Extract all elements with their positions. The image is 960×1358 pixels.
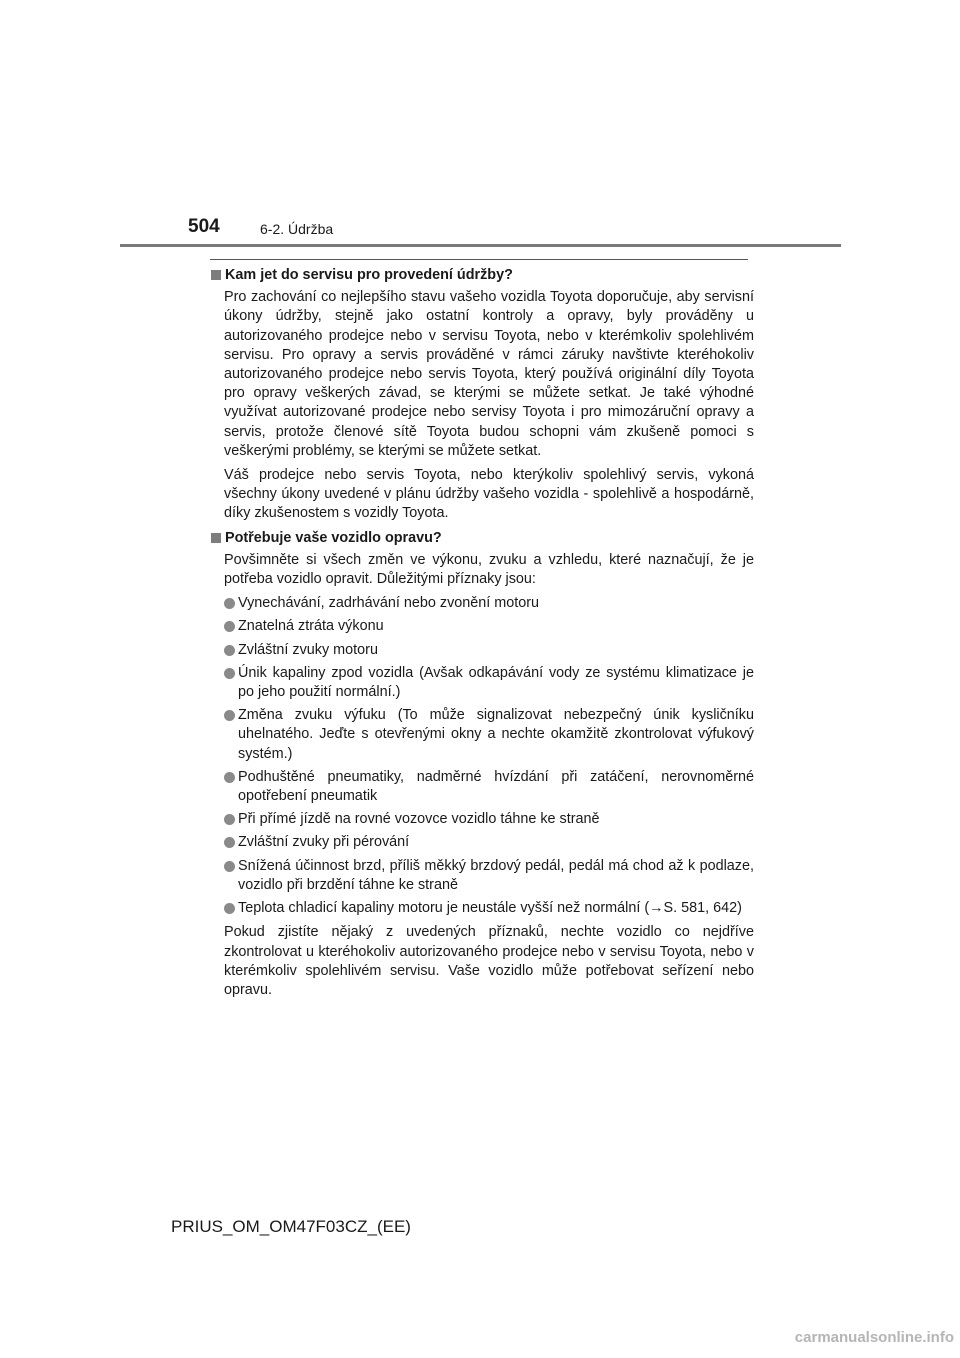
header-divider — [120, 244, 841, 247]
list-item — [210, 664, 754, 702]
list-item-text: Únik kapaliny zpod vozidla (Avšak odkapávání vody ze systému klimatizace je po jeho použití normální.) — [238, 664, 754, 701]
bullet-dot-icon — [224, 710, 235, 721]
list-item — [210, 594, 754, 613]
bullet-dot-icon — [224, 598, 235, 609]
list-item — [210, 617, 754, 636]
document-code: PRIUS_OM_OM47F03CZ_(EE) — [171, 1217, 411, 1236]
section-title: 6-2. Údržba — [260, 221, 334, 237]
bullet-dot-icon — [224, 772, 235, 783]
section-heading — [210, 529, 754, 548]
list-item-text: Změna zvuku výfuku (To může signalizovat nebezpečný únik kysličníku uhelnatého. Jeďte s otevřenými okny a nechte okamžitě zkontrolovat výfukový systém.) — [238, 707, 754, 762]
list-item-text: Zvláštní zvuky při pérování — [238, 834, 410, 851]
heading-text: Kam jet do servisu pro provedení údržby? — [225, 267, 513, 283]
list-item — [210, 857, 754, 895]
main-content — [210, 266, 754, 1002]
list-item-text: Teplota chladicí kapaliny motoru je neustále vyšší než normální (→S. 581, 642) — [238, 900, 742, 917]
list-item — [210, 899, 754, 918]
content-divider — [210, 259, 748, 260]
bullet-dot-icon — [224, 621, 235, 632]
bullet-dot-icon — [224, 837, 235, 848]
heading-text: Potřebuje vaše vozidlo opravu? — [225, 529, 442, 546]
watermark: carmanualsonline.info — [794, 1329, 954, 1346]
list-item — [210, 810, 754, 829]
square-bullet-icon — [211, 533, 221, 543]
list-item — [210, 641, 754, 660]
list-item-text: Podhuštěné pneumatiky, nadměrné hvízdání při zatáčení, nerovnoměrné opotřebení pneumatik — [238, 768, 754, 805]
closing-paragraph: Pokud zjistíte nějaký z uvedených příznaků, nechte vozidlo co nejdříve zkontrolovat u kteréhokoliv autorizovaného prodejce nebo v servisu Toyota, nebo v kterémkoliv spolehlivém servisu. Vaše vozidlo může potřebovat seřízení nebo opravu. — [224, 924, 754, 998]
section-service-location — [210, 266, 754, 524]
section-heading — [210, 266, 754, 285]
bullet-dot-icon — [224, 668, 235, 679]
list-item-text: Znatelná ztráta výkonu — [238, 618, 384, 635]
list-item-text: Vynechávání, zadrhávání nebo zvonění motoru — [238, 595, 540, 612]
list-item — [210, 833, 754, 852]
bullet-dot-icon — [224, 861, 235, 872]
bullet-dot-icon — [224, 645, 235, 656]
list-item-text: Zvláštní zvuky motoru — [238, 641, 378, 658]
paragraph: Váš prodejce nebo servis Toyota, nebo kterýkoliv spolehlivý servis, vykoná všechny úkony uvedené v plánu údržby vašeho vozidla - spolehlivě a hospodárně, díky zkušenostem s vozidly Toyota. — [224, 467, 754, 522]
square-bullet-icon — [211, 270, 221, 280]
list-item-text: Při přímé jízdě na rovné vozovce vozidlo táhne ke straně — [238, 811, 600, 828]
list-item — [210, 768, 754, 806]
list-item-text: Snížená účinnost brzd, příliš měkký brzdový pedál, pedál má chod až k podlaze, vozidlo při brzdění táhne ke straně — [238, 857, 754, 893]
bullet-dot-icon — [224, 903, 235, 914]
page-number: 504 — [188, 216, 220, 237]
symptom-list — [210, 594, 754, 918]
section-repair-needed — [210, 529, 754, 1000]
paragraph: Pro zachování co nejlepšího stavu vašeho vozidla Toyota doporučuje, aby servisní úkony údržby, stejně jako ostatní kontroly a opravy, byly prováděny u autorizovaného prodejce nebo v servisu Toyota, nebo v kterémkoliv spolehlivém servisu. Pro opravy a servis prováděné v rámci záruky navštivte kteréhokoliv autorizovaného prodejce nebo servis Toyota, který používá originální díly Toyota pro opravy veškerých závad, se kterými se můžete setkat. Je také výhodné využívat autorizované prodejce nebo servisy Toyota i pro mimozáruční opravy a servis, protože členové sítě Toyota budou schopni vám zkušeně pomoci s veškerými problémy, se kterými se můžete setkat. — [224, 289, 754, 459]
bullet-dot-icon — [224, 814, 235, 825]
list-item — [210, 706, 754, 764]
paragraph: Povšimněte si všech změn ve výkonu, zvuku a vzhledu, které naznačují, že je potřeba vozidlo opravit. Důležitými příznaky jsou: — [224, 551, 754, 588]
